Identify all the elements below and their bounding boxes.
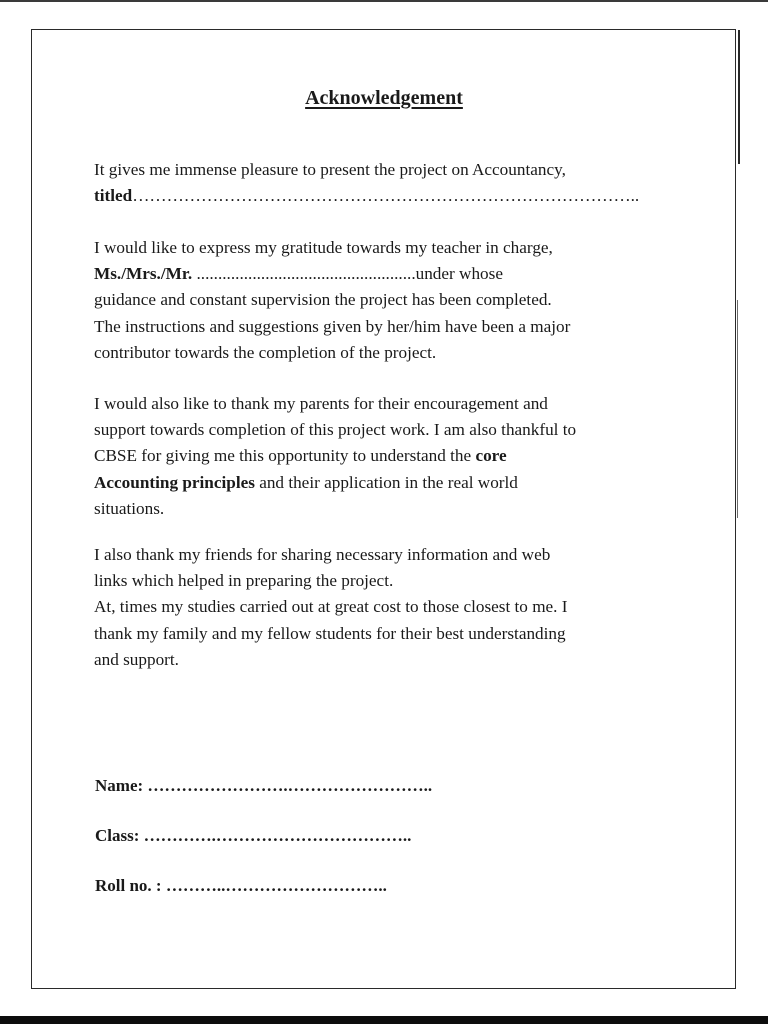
paragraph-friends-line-1: I also thank my friends for sharing necessary information and web <box>94 545 551 564</box>
document-title: Acknowledgement <box>305 87 463 109</box>
roll-number-field: Roll no. : ………..……………………….. <box>95 876 387 895</box>
paragraph-friends-line-3: At, times my studies carried out at great cost to those closest to me. I <box>94 597 568 617</box>
bottom-bar <box>0 1016 768 1024</box>
paragraph-intro-line-2 <box>94 183 684 209</box>
paragraph-parents-line-3 <box>94 443 684 469</box>
paragraph-parents <box>94 391 684 522</box>
paragraph-teacher-line-1: I would like to express my gratitude towards my teacher in charge, <box>94 238 553 257</box>
title-blank: …………………………………………………………………………….. <box>132 186 640 206</box>
paragraph-teacher-line-4: The instructions and suggestions given by her/him have been a major <box>94 316 571 336</box>
teacher-salutation: Ms./Mrs./Mr. <box>94 264 193 284</box>
paragraph-parents-line-1: I would also like to thank my parents for their encouragement and <box>94 394 548 413</box>
paragraph-parents-line-5: situations. <box>94 498 165 518</box>
core-emphasis: core <box>475 446 507 466</box>
paragraph-friends-line-4: thank my family and my fellow students for their best understanding <box>94 623 566 643</box>
paragraph-teacher-line-5: contributor towards the completion of the project. <box>94 342 437 362</box>
class-field: Class: ………….…………………………….. <box>95 826 412 845</box>
paragraph-teacher-line-2 <box>94 261 684 287</box>
teacher-blank: ...................................................under whose <box>192 264 503 284</box>
top-rule <box>0 0 768 2</box>
cbse-text: CBSE for giving me this opportunity to understand the <box>94 446 476 466</box>
paragraph-intro <box>94 157 684 209</box>
titled-label: titled <box>94 186 133 206</box>
paragraph-intro-line-1: It gives me immense pleasure to present the project on Accountancy, <box>94 160 566 179</box>
application-text: and their application in the real world <box>254 472 518 492</box>
paragraph-parents-line-2: support towards completion of this project work. I am also thankful to <box>94 420 577 440</box>
page-edge-mark-lower <box>737 300 738 518</box>
name-field: Name: …………………….…………………….. <box>95 776 433 795</box>
paragraph-teacher <box>94 235 684 366</box>
paragraph-friends-line-2: links which helped in preparing the project. <box>94 571 394 591</box>
paragraph-teacher-line-3: guidance and constant supervision the project has been completed. <box>94 290 552 310</box>
accounting-principles-emphasis: Accounting principles <box>94 472 255 492</box>
paragraph-friends-line-5: and support. <box>94 649 179 669</box>
paragraph-friends <box>94 542 684 673</box>
paragraph-parents-line-4 <box>94 470 684 496</box>
